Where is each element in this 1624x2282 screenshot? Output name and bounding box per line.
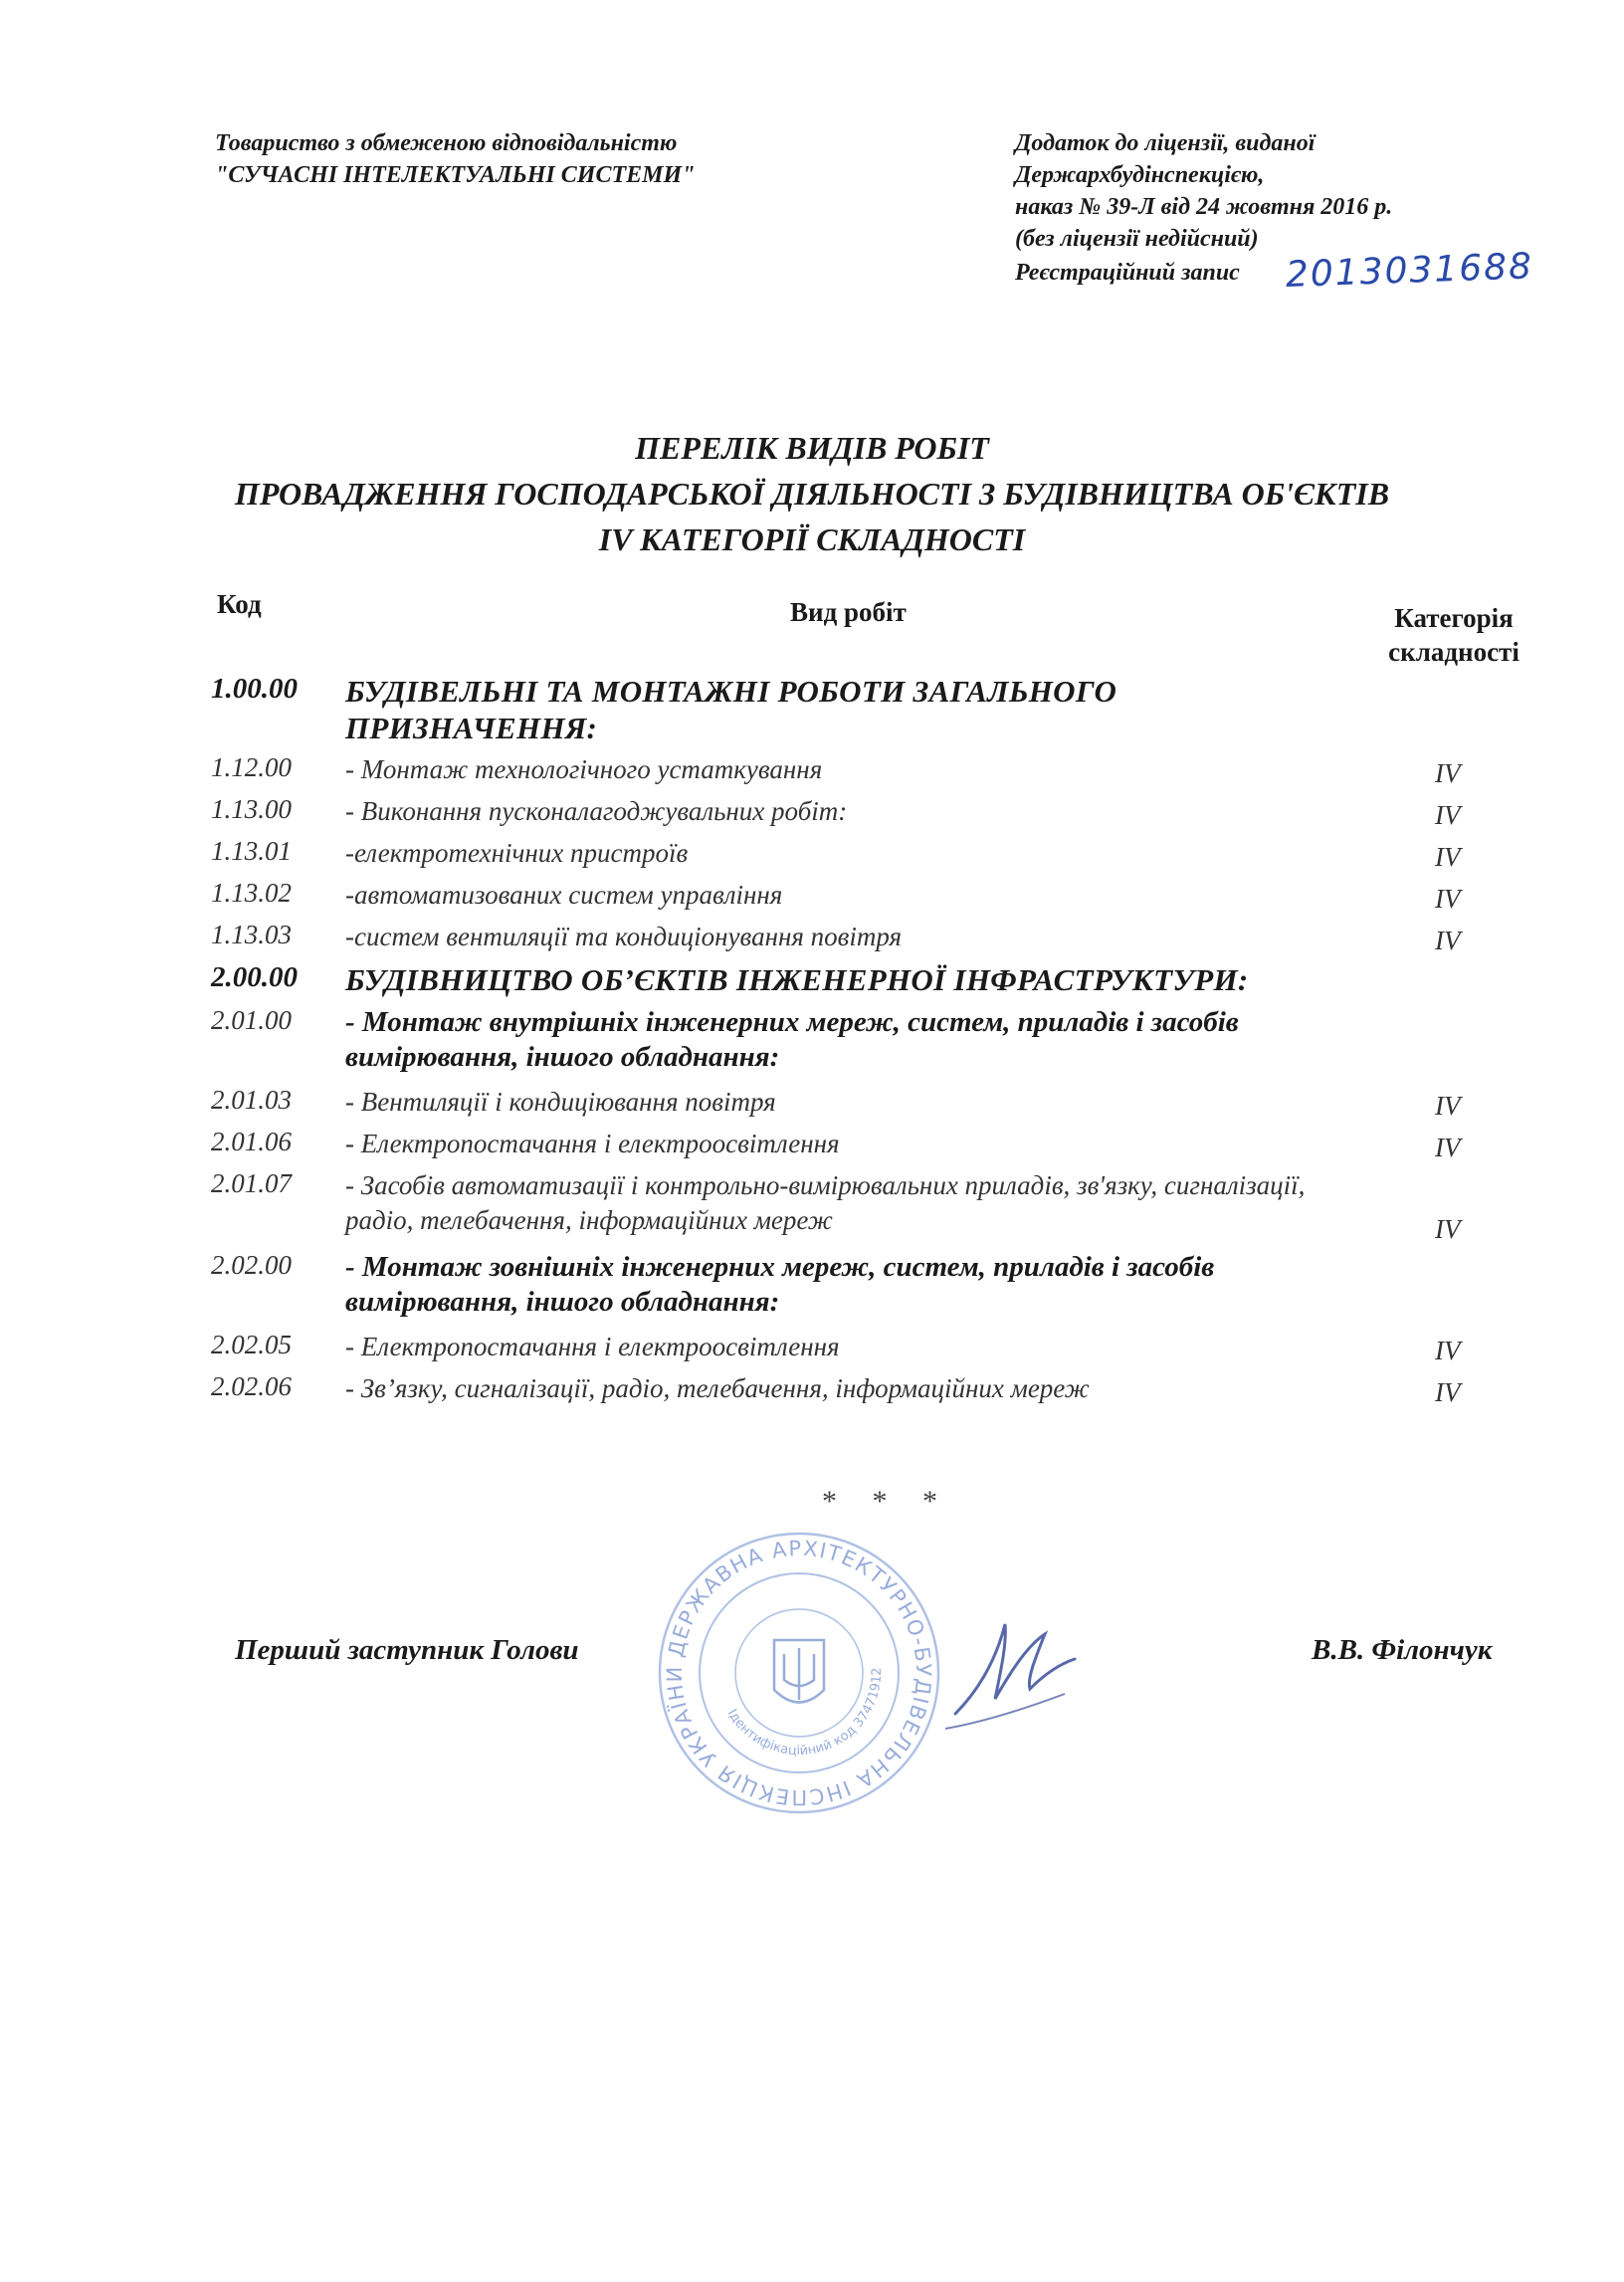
row-category: IV <box>1435 800 1461 830</box>
title-line-2: ПРОВАДЖЕННЯ ГОСПОДАРСЬКОЇ ДІЯЛЬНОСТІ З БУДІВНИЦТВА ОБ'ЄКТІВ <box>234 476 1390 512</box>
row-work: -автоматизованих систем управління <box>345 880 783 910</box>
stamp-inner-text: Ідентифікаційний код 37471912 <box>723 1667 886 1760</box>
registry-label: Реєстраційний запис <box>1015 260 1240 286</box>
row-code: 2.02.06 <box>211 1371 292 1401</box>
column-header-category <box>1371 601 1536 669</box>
row-code: 1.13.01 <box>211 836 292 866</box>
column-header-category-line-1: Категорія <box>1394 603 1514 633</box>
row-category: IV <box>1435 842 1461 872</box>
row-work: -систем вентиляції та кондиціонування повітря <box>345 922 903 951</box>
title-line-3: IV КАТЕГОРІЇ СКЛАДНОСТІ <box>598 521 1026 557</box>
row-code: 2.00.00 <box>211 961 298 993</box>
registry-number-handwritten: 2013031688 <box>1285 246 1534 296</box>
column-header-work: Вид робіт <box>790 597 907 627</box>
row-category: IV <box>1435 1214 1461 1244</box>
row-code: 2.01.03 <box>211 1085 292 1115</box>
row-work: - Засобів автоматизації і контрольно-вимірювальних приладів, зв'язку, сигналізації, радіо, телебачення, інформаційних мереж <box>345 1170 1306 1235</box>
row-work: БУДІВНИЦТВО ОБ’ЄКТІВ ІНЖЕНЕРНОЇ ІНФРАСТРУКТУРИ: <box>345 962 1249 997</box>
row-work: - Монтаж технологічного устаткування <box>345 754 823 784</box>
row-work: - Монтаж внутрішніх інженерних мереж, систем, приладів і засобів вимірювання, іншого обладнання: <box>345 1006 1239 1073</box>
annex-line-2: Держархбудінспекцією, <box>1015 162 1265 188</box>
row-work: БУДІВЕЛЬНІ ТА МОНТАЖНІ РОБОТИ ЗАГАЛЬНОГО ПРИЗНАЧЕННЯ: <box>345 674 1117 745</box>
row-category: IV <box>1435 1133 1461 1162</box>
row-category: IV <box>1435 1377 1461 1407</box>
company-name-line-1: Товариство з обмеженою відповідальністю <box>215 130 678 156</box>
annex-line-3: наказ № 39-Л від 24 жовтня 2016 р. <box>1015 194 1393 220</box>
row-code: 2.02.00 <box>211 1250 292 1280</box>
row-work: - Виконання пусконалагоджувальних робіт: <box>345 796 848 826</box>
title-line-1: ПЕРЕЛІК ВИДІВ РОБІТ <box>635 430 989 466</box>
stamp-outer-text: ДЕРЖАВНА АРХІТЕКТУРНО-БУДІВЕЛЬНА ІНСПЕКЦІЯ УКРАЇНИ <box>662 1536 936 1810</box>
row-work: - Монтаж зовнішніх інженерних мереж, систем, приладів і засобів вимірювання, іншого обладнання: <box>345 1251 1215 1318</box>
column-header-category-line-2: складності <box>1388 637 1520 667</box>
row-code: 1.13.00 <box>211 794 292 824</box>
column-header-code: Код <box>217 589 262 619</box>
row-work: - Електропостачання і електроосвітлення <box>345 1129 840 1158</box>
official-stamp <box>657 1531 941 1815</box>
row-work: - Вентиляції і кондиціювання повітря <box>345 1087 776 1117</box>
separator-stars: * * * <box>822 1485 951 1518</box>
row-work: -електротехнічних пристроїв <box>345 838 689 868</box>
row-work: - Зв’язку, сигналізації, радіо, телебачення, інформаційних мереж <box>345 1373 1090 1403</box>
row-code: 2.02.05 <box>211 1330 292 1359</box>
row-code: 2.01.07 <box>211 1168 292 1198</box>
row-category: IV <box>1435 758 1461 788</box>
row-code: 1.13.03 <box>211 920 292 949</box>
handwritten-signature <box>935 1604 1085 1744</box>
row-category: IV <box>1435 1336 1461 1365</box>
row-code: 1.13.02 <box>211 878 292 908</box>
row-code: 1.12.00 <box>211 752 292 782</box>
row-code: 2.01.00 <box>211 1005 292 1035</box>
row-category: IV <box>1435 1091 1461 1121</box>
signatory-name: В.В. Філончук <box>1312 1634 1493 1666</box>
row-work: - Електропостачання і електроосвітлення <box>345 1332 840 1361</box>
row-code: 1.00.00 <box>211 673 298 705</box>
row-code: 2.01.06 <box>211 1127 292 1156</box>
annex-line-4: (без ліцензії недійсний) <box>1015 226 1259 252</box>
company-name-line-2: "СУЧАСНІ ІНТЕЛЕКТУАЛЬНІ СИСТЕМИ" <box>215 162 696 188</box>
signatory-position: Перший заступник Голови <box>235 1634 579 1666</box>
row-category: IV <box>1435 926 1461 955</box>
row-category: IV <box>1435 884 1461 914</box>
annex-line-1: Додаток до ліцензії, виданої <box>1015 130 1316 156</box>
trident-emblem-icon <box>774 1640 824 1703</box>
